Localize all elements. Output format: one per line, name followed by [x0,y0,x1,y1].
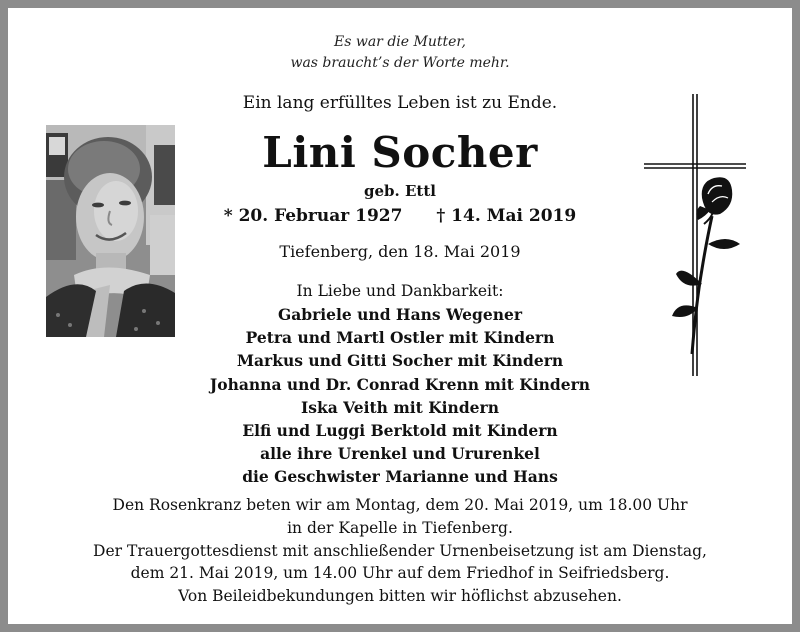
maiden-name: geb. Ettl [364,182,436,200]
mourner-line: Elfi und Luggi Berktold mit Kindern [242,421,558,441]
mourner-line: die Geschwister Marianne und Hans [242,467,558,487]
mourner-line: alle ihre Urenkel und Ururenkel [260,444,540,464]
service-line: dem 21. Mai 2019, um 14.00 Uhr auf dem Friedhof in Seifriedsberg. [130,564,670,583]
intro-text: Ein lang erfülltes Leben ist zu Ende. [242,93,558,113]
motto-line-1: Es war die Mutter, [334,34,466,50]
mourner-line: Petra und Martl Ostler mit Kindern [245,328,555,348]
thanks-line: In Liebe und Dankbarkeit: [296,282,504,300]
deceased-name: Lini Socher [262,128,538,177]
service-line: in der Kapelle in Tiefenberg. [287,518,513,537]
service-line: Der Trauergottesdienst mit anschließender Urnenbeisetzung ist am Dienstag, [93,541,707,560]
cross-with-rose-icon [642,94,752,384]
portrait-photo [46,125,175,337]
motto-line-2: was braucht’s der Worte mehr. [290,55,510,71]
motto [8,32,792,74]
mourner-line: Johanna und Dr. Conrad Krenn mit Kindern [209,374,591,394]
death-date: † 14. Mai 2019 [436,206,577,226]
service-line: Von Beileidbekundungen bitten wir höflichst abzusehen. [178,587,622,606]
mourner-line: Markus und Gitti Socher mit Kindern [236,351,564,371]
place-date: Tiefenberg, den 18. Mai 2019 [279,242,521,261]
service-info [8,494,792,608]
birth-date: * 20. Februar 1927 [223,206,403,226]
mourner-line: Iska Veith mit Kindern [301,397,499,417]
mourner-line: Gabriele und Hans Wegener [277,305,523,324]
service-line: Den Rosenkranz beten wir am Montag, dem 20. Mai 2019, um 18.00 Uhr [112,496,688,514]
